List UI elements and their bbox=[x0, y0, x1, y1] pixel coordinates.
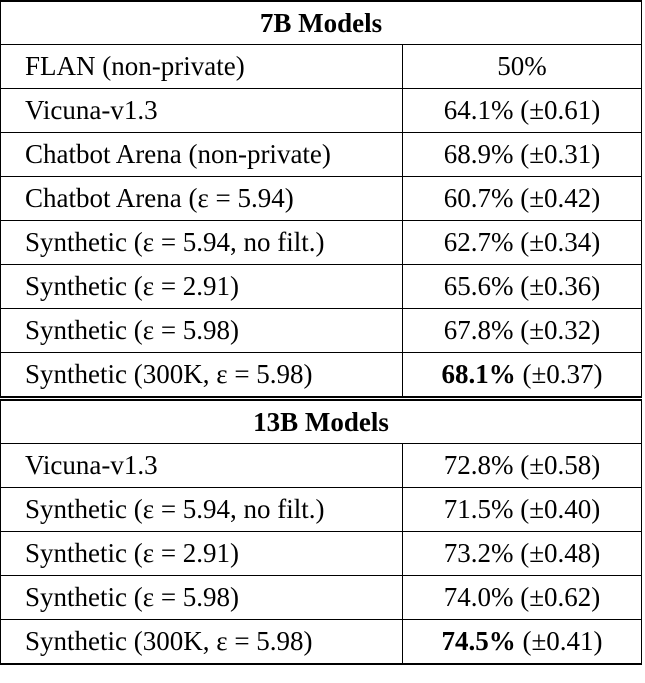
table-row bbox=[1, 133, 642, 177]
model-label: Synthetic (ε = 5.94, no filt.) bbox=[1, 221, 403, 265]
table-row bbox=[1, 532, 642, 576]
score-ci: (±0.32) bbox=[513, 315, 601, 345]
score-value: 74.0% bbox=[443, 582, 514, 612]
table-row bbox=[1, 353, 642, 399]
score-cell bbox=[403, 576, 642, 620]
table-row bbox=[1, 89, 642, 133]
score-value: 67.8% bbox=[443, 315, 514, 345]
score-ci: (±0.62) bbox=[513, 582, 601, 612]
table-row bbox=[1, 177, 642, 221]
score-ci: (±0.61) bbox=[513, 95, 601, 125]
score-ci: (±0.40) bbox=[513, 494, 601, 524]
section-header-13b bbox=[1, 399, 642, 444]
score-cell bbox=[403, 265, 642, 309]
score-value: 65.6% bbox=[443, 271, 514, 301]
score-ci: (±0.58) bbox=[513, 450, 601, 480]
table-row bbox=[1, 309, 642, 353]
model-label: Vicuna-v1.3 bbox=[1, 89, 403, 133]
score-value: 72.8% bbox=[443, 450, 514, 480]
model-label: Synthetic (ε = 5.98) bbox=[1, 576, 403, 620]
model-label: FLAN (non-private) bbox=[1, 45, 403, 89]
model-label: Synthetic (300K, ε = 5.98) bbox=[1, 620, 403, 665]
best-score-value: 74.5% bbox=[441, 626, 516, 656]
table-row bbox=[1, 620, 642, 665]
model-label: Vicuna-v1.3 bbox=[1, 444, 403, 488]
score-cell bbox=[403, 620, 642, 665]
score-ci: (±0.48) bbox=[513, 538, 601, 568]
score-cell bbox=[403, 353, 642, 399]
section-title-7b: 7B Models bbox=[1, 1, 642, 45]
score-cell bbox=[403, 488, 642, 532]
table-row bbox=[1, 45, 642, 89]
table-row bbox=[1, 576, 642, 620]
score-ci: (±0.41) bbox=[515, 626, 603, 656]
table-row bbox=[1, 488, 642, 532]
score-value: 60.7% bbox=[443, 183, 514, 213]
table-row bbox=[1, 444, 642, 488]
score-value: 50% bbox=[497, 51, 547, 81]
score-value: 73.2% bbox=[443, 538, 514, 568]
score-cell bbox=[403, 177, 642, 221]
score-cell bbox=[403, 532, 642, 576]
score-ci: (±0.31) bbox=[513, 139, 601, 169]
score-value: 68.9% bbox=[443, 139, 514, 169]
section-title-13b: 13B Models bbox=[1, 399, 642, 444]
best-score-value: 68.1% bbox=[441, 359, 516, 389]
table-row bbox=[1, 265, 642, 309]
score-ci: (±0.42) bbox=[513, 183, 601, 213]
model-label: Synthetic (ε = 2.91) bbox=[1, 532, 403, 576]
model-label: Synthetic (300K, ε = 5.98) bbox=[1, 353, 403, 399]
model-label: Chatbot Arena (non-private) bbox=[1, 133, 403, 177]
score-cell bbox=[403, 45, 642, 89]
model-label: Synthetic (ε = 5.98) bbox=[1, 309, 403, 353]
score-value: 64.1% bbox=[443, 95, 514, 125]
score-ci: (±0.34) bbox=[513, 227, 601, 257]
score-ci: (±0.36) bbox=[513, 271, 601, 301]
table-row bbox=[1, 221, 642, 265]
score-cell bbox=[403, 133, 642, 177]
model-label: Synthetic (ε = 5.94, no filt.) bbox=[1, 488, 403, 532]
score-cell bbox=[403, 309, 642, 353]
model-label: Chatbot Arena (ε = 5.94) bbox=[1, 177, 403, 221]
score-value: 62.7% bbox=[443, 227, 514, 257]
score-cell bbox=[403, 221, 642, 265]
score-cell bbox=[403, 89, 642, 133]
score-ci: (±0.37) bbox=[515, 359, 603, 389]
section-header-7b bbox=[1, 1, 642, 45]
score-value: 71.5% bbox=[443, 494, 514, 524]
score-cell bbox=[403, 444, 642, 488]
model-label: Synthetic (ε = 2.91) bbox=[1, 265, 403, 309]
